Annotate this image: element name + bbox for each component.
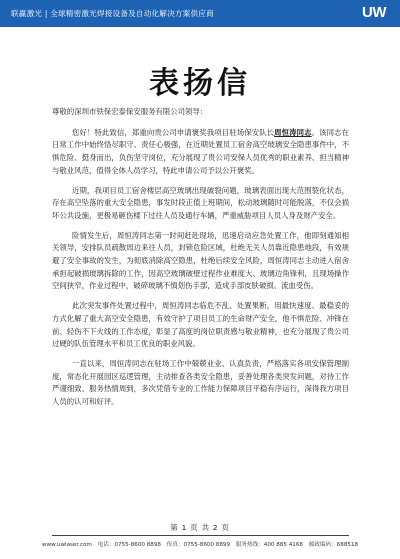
paragraph-5: 一直以来，周恒涛同志在驻场工作中兢兢业业、认真负责，严格落实各项安保管理制度，常态化开展园区巡逻管理，主动排查各类安全隐患，妥善处理各类突发问题，对待工作严谨细致、服务热情周到，多次凭借专业的工作能力保障项目平稳有序运行，深得我方项目人员的认可和好评。 [52, 358, 349, 407]
paragraph-2: 近期，我项目员工宿舍楼层高空玻璃出现破裂问题，玻璃表面出现大范围裂化状态，存在高空坠落的重大安全隐患，事发时段正值上班期间，松动玻璃随时可能脱落，不仅会损坏公共设施，更极易砸伤楼下过往人员及通行车辆，严重威胁项目人员人身及财产安全。 [52, 185, 349, 220]
footer-hotline: 服务热线：400 885 4168 [235, 542, 303, 548]
paragraph-1 [52, 127, 349, 178]
letter-title: 表扬信 [149, 66, 251, 101]
salutation: 尊敬的深圳市铁保宏泰保安服务有限公司领导： [52, 107, 208, 116]
paragraph-1-pre: 您好！特此致信，郑重向贵公司申请褒奖我项目驻场保安队长 [71, 127, 275, 137]
company-slogan: 全球精密激光焊接设备及自动化解决方案供应商 [50, 9, 214, 18]
footer-divider [52, 535, 349, 536]
divider: | [44, 9, 51, 18]
footer-contact [0, 540, 400, 548]
letterhead-banner [0, 0, 400, 27]
honoree-name: 周恒涛同志 [274, 127, 312, 137]
page-number: 第 1 页 共 2 页 [170, 523, 230, 532]
paragraph-1-post: 。该同志在日常工作中始终恪尽职守、责任心极强，在近期处置员工宿舍高空玻璃安全隐患事件中，不惧危险、挺身而出，负伤坚守岗位，充分展现了贵公司安保人员优秀的职业素养、担当精神与敬业风范，值得全体人员学习，特此申请公司予以公开褒奖。 [52, 127, 349, 175]
footer-phone: 电话：0755-8600 8898 [97, 542, 161, 548]
company-name: 联赢激光 [11, 9, 43, 18]
paragraph-4: 此次突发事件处置过程中，周恒涛同志临危不乱、处置果断，用最快速度、最稳妥的方式化解了重大高空安全隐患，有效守护了项目员工的生命财产安全，他不惧危险、冲锋在前、轻伤不下火线的工作态度，彰显了高度的岗位职责感与敬业精神，也充分展现了贵公司过硬的队伍管理水平和员工优良的职业风貌。 [52, 301, 349, 349]
footer-postcode: 邮政编码：688518 [308, 542, 359, 548]
letter-body [52, 106, 349, 416]
footer-fax: 传真：0755-8600 8899 [166, 542, 231, 548]
uw-logo: UW [362, 4, 386, 21]
footer-website: www.uwlaser.com [41, 542, 92, 548]
paragraph-3: 险情发生后，周恒涛同志第一时间赶赴现场，迅速启动应急处置工作，他即刻通知相关领导，安排队员疏散周边来往人员，封锁危险区域，杜绝无关人员靠近隐患地段，有效规避了安全事故的发生，为彻底消除高空隐患，杜绝后续安全风险，周恒涛同志主动进入宿舍承担起破损玻璃拆除的工作，因高空玻璃破壁过程作业难度大、玻璃边角锋利，且现场操作空间狭窄，作业过程中，破碎玻璃不慎划伤手部，造成手部皮肤破损、流血受伤。 [52, 230, 349, 291]
letterhead-text [11, 8, 214, 19]
